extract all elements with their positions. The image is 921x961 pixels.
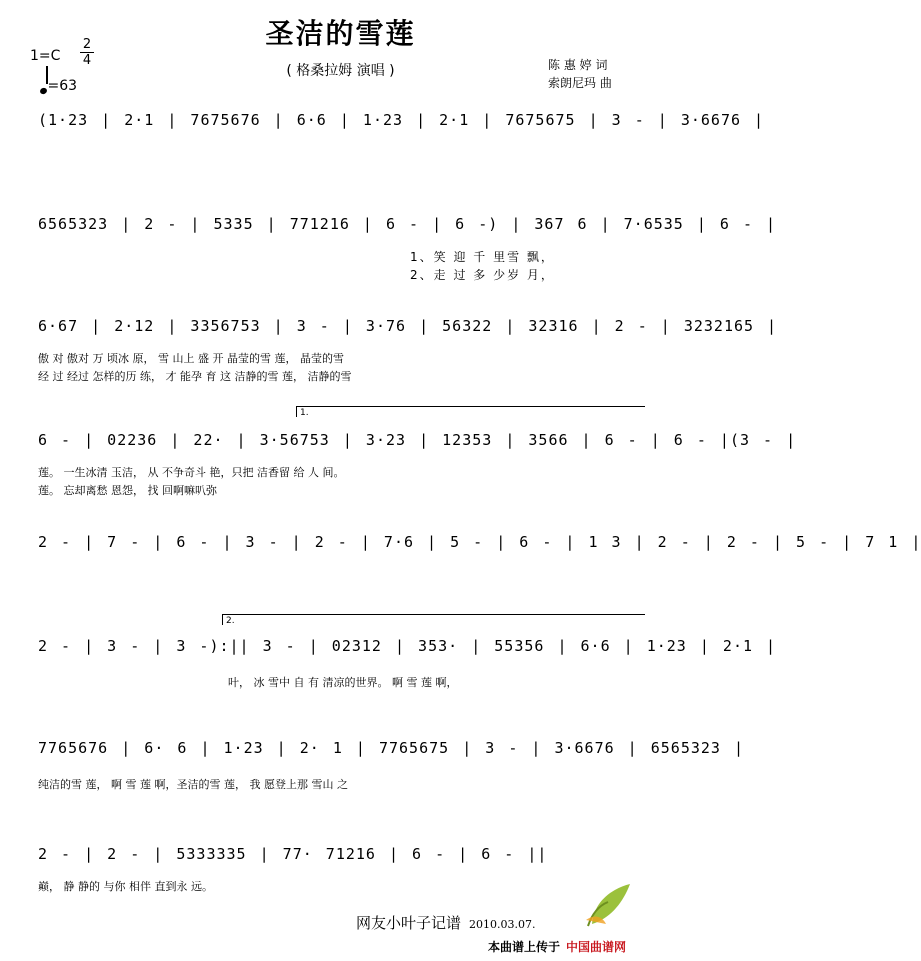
row-notes: 2 - | 3 - | 3 -):|| 3 - | 02312 | 353· | 55356 | 6·6 | 1·23 | 2·1 | xyxy=(38,637,777,655)
tempo-value: =63 xyxy=(47,78,78,94)
time-denominator: 4 xyxy=(82,53,92,68)
row-notes: (1·23 | 2·1 | 7675676 | 6·6 | 1·23 | 2·1 | 7675675 | 3 - | 3·6676 | xyxy=(38,111,765,129)
lyrics-row-6: 叶， 冰 雪中 自 有 清凉的世界。 啊 雪 莲 啊， xyxy=(228,676,458,689)
tempo-marking xyxy=(40,72,77,94)
lyrics-row-4-verse-1: 莲。 一生冰清 玉洁， 从 不争奇斗 艳，只把 洁香留 给 人 间。 xyxy=(38,466,345,479)
notation-row-1 xyxy=(38,100,765,144)
song-title: 圣洁的雪莲 xyxy=(265,17,416,50)
upload-text: 本曲谱上传于 xyxy=(488,940,561,954)
lyrics-row-7: 纯洁的雪 莲， 啊 雪 莲 啊，圣洁的雪 莲， 我 愿登上那 雪山 之 xyxy=(38,778,348,791)
volta-bracket-1 xyxy=(296,406,645,417)
credits xyxy=(548,56,612,92)
site-name[interactable]: 中国曲谱网 xyxy=(566,940,627,954)
row-notes: 7765676 | 6· 6 | 1·23 | 2· 1 | 7765675 | 3 - | 3·6676 | 6565323 | xyxy=(38,739,744,757)
notation-row-3 xyxy=(38,306,778,350)
lyrics-row-2-verse-2: 2、走 过 多 少岁 月， xyxy=(410,268,555,282)
time-numerator: 2 xyxy=(82,37,92,52)
volta-1-label: 1. xyxy=(300,408,309,418)
row-notes: 2 - | 7 - | 6 - | 3 - | 2 - | 7·6 | 5 - | 6 - | 1 3 | 2 - | 2 - | 5 - | 7 1 | xyxy=(38,533,921,551)
row-notes: 6·67 | 2·12 | 3356753 | 3 - | 3·76 | 56322 | 32316 | 2 - | 3232165 | xyxy=(38,317,778,335)
lyricist-credit: 陈 惠 婷 词 xyxy=(548,58,608,72)
row-notes: 6 - | 02236 | 22· | 3·56753 | 3·23 | 12353 | 3566 | 6 - | 6 - |(3 - | xyxy=(38,431,797,449)
time-signature xyxy=(80,38,94,67)
performer-subtitle: ( 格桑拉姆 演唱 ) xyxy=(286,63,395,79)
volta-2-label: 2. xyxy=(226,616,235,626)
lyrics-row-4-verse-2: 莲。 忘却离愁 恩怨， 找 回啊嘛叭弥 xyxy=(38,484,217,497)
lyrics-row-3-verse-1: 傲 对 傲对 万 顷冰 原， 雪 山上 盛 开 晶莹的雪 莲， 晶莹的雪 xyxy=(38,352,344,365)
notation-row-5 xyxy=(38,522,921,566)
lyrics-row-3-verse-2: 经 过 经过 怎样的历 练， 才 能孕 育 这 洁静的雪 莲， 洁静的雪 xyxy=(38,370,352,383)
transcriber-name: 网友小叶子记谱 xyxy=(356,914,462,932)
transcriber-credit xyxy=(356,912,536,933)
notation-row-4 xyxy=(38,420,797,464)
lyrics-row-8: 巅， 静 静的 与你 相伴 直到永 远。 xyxy=(38,880,213,893)
notation-row-8 xyxy=(38,834,644,878)
notation-row-6 xyxy=(38,626,777,670)
key-signature: 1=C xyxy=(30,48,61,64)
notation-row-7 xyxy=(38,728,744,772)
transcription-date: 2010.03.07. xyxy=(469,918,536,931)
composer-credit: 索朗尼玛 曲 xyxy=(548,76,612,90)
notation-row-2 xyxy=(38,204,777,248)
row-notes: 6565323 | 2 - | 5335 | 771216 | 6 - | 6 -) | 367 6 | 7·6535 | 6 - | xyxy=(38,215,777,233)
lyrics-row-2-verse-1: 1、笑 迎 千 里雪 飘， xyxy=(410,250,555,264)
volta-bracket-2 xyxy=(222,614,645,625)
site-logo xyxy=(584,880,634,932)
upload-notice xyxy=(488,938,626,955)
row-notes: 2 - | 2 - | 5333335 | 77· 71216 | 6 - | 6 - || xyxy=(38,845,548,863)
leaf-icon xyxy=(584,880,634,928)
